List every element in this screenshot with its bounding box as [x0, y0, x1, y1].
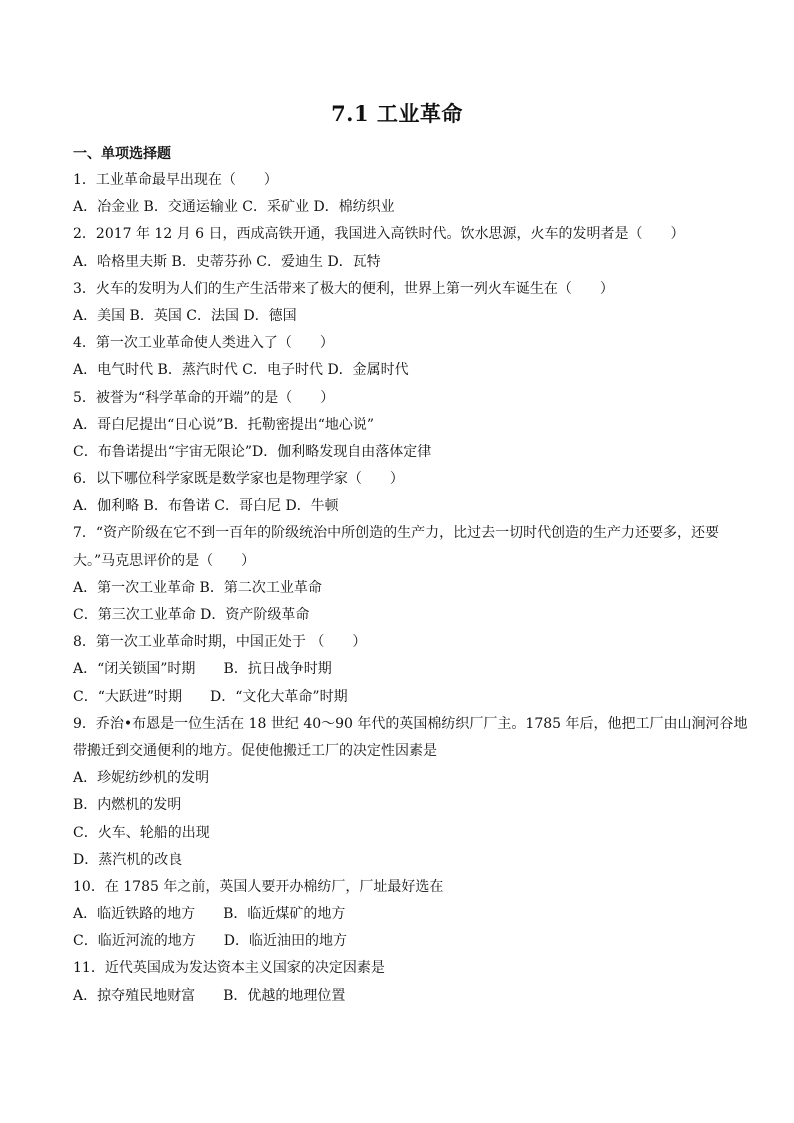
text-segment: 7．“资产阶级在它不到一百年的阶级统治中所创造的生产力，比过去一切时代创造的生产力还要多，还要 — [73, 525, 720, 542]
text-segment: 6．以下哪位科学家既是数学家也是物理学家（ ） — [73, 471, 404, 488]
text-line — [73, 684, 733, 711]
text-segment: A．哈格里夫斯 B．史蒂芬孙 C．爱迪生 D．瓦特 — [73, 253, 381, 270]
text-segment: A．伽利略 B．布鲁诺 C．哥白尼 D．牛顿 — [73, 498, 339, 515]
text-line — [73, 955, 733, 982]
text-line — [73, 575, 733, 602]
text-segment: A．冶金业 B．交通运输业 C．采矿业 D．棉纺织业 — [73, 199, 395, 216]
text-line — [73, 493, 733, 520]
text-segment: A．“闭关锁国”时期 — [73, 661, 196, 678]
page-title: 7.1 工业革命 — [331, 101, 463, 126]
text-segment: 9．乔治•布恩是一位生活在 18 世纪 40～90 年代的英国棉纺织厂厂主。1785 年后，他把工厂由山涧河谷地 — [73, 715, 748, 732]
section-heading: 一、单项选择题 — [73, 146, 171, 162]
text-line — [73, 928, 733, 955]
text-segment: 11．近代英国成为发达资本主义国家的决定因素是 — [73, 960, 385, 977]
text-line — [73, 738, 733, 765]
text-segment: D．“文化大革命”时期 — [210, 688, 348, 705]
text-line — [73, 901, 733, 928]
text-line — [73, 656, 733, 683]
text-line — [73, 221, 733, 248]
text-segment: 2．2017 年 12 月 6 日，西成高铁开通，我国进入高铁时代。饮水思源，火车的发明者是（ ） — [73, 226, 685, 243]
text-line — [73, 548, 733, 575]
text-segment: A．电气时代 B．蒸汽时代 C．电子时代 D．金属时代 — [73, 362, 409, 379]
text-line — [73, 466, 733, 493]
text-segment: 大。”马克思评价的是（ ） — [73, 552, 256, 569]
text-line — [73, 874, 733, 901]
text-segment: 带搬迁到交通便利的地方。促使他搬迁工厂的决定性因素是 — [73, 742, 437, 759]
question-list — [73, 167, 748, 1010]
text-line — [73, 412, 733, 439]
text-segment: B．临近煤矿的地方 — [223, 906, 346, 923]
text-segment: 4．第一次工业革命使人类进入了（ ） — [73, 335, 334, 352]
text-line — [73, 520, 733, 547]
text-segment: 1．工业革命最早出现在（ ） — [73, 172, 278, 188]
text-segment: A．哥白尼提出“日心说”B．托勒密提出“地心说” — [73, 416, 375, 433]
text-segment: A．珍妮纺纱机的发明 — [73, 770, 210, 787]
text-line — [73, 711, 748, 738]
text-segment: 10．在 1785 年之前，英国人要开办棉纺厂，厂址最好选在 — [73, 878, 444, 895]
text-segment: D．蒸汽机的改良 — [73, 851, 183, 868]
text-segment: D．临近油田的地方 — [223, 933, 347, 950]
text-line — [73, 276, 733, 303]
text-line — [73, 439, 733, 466]
text-line — [73, 602, 733, 629]
text-segment: C．火车、轮船的出现 — [73, 824, 210, 841]
text-line — [73, 792, 733, 819]
text-line — [73, 629, 733, 656]
text-segment: C．临近河流的地方 — [73, 933, 196, 950]
text-segment: C．第三次工业革命 D．资产阶级革命 — [73, 607, 310, 623]
text-line — [73, 330, 733, 357]
text-segment: B．抗日战争时期 — [223, 661, 332, 678]
text-segment: B．优越的地理位置 — [223, 987, 346, 1004]
text-segment: A．美国 B．英国 C．法国 D．德国 — [73, 307, 297, 324]
text-line — [73, 194, 733, 221]
text-line — [73, 167, 733, 194]
text-segment: B．内燃机的发明 — [73, 797, 182, 814]
text-line — [73, 249, 733, 276]
text-segment: 3．火车的发明为人们的生产生活带来了极大的便利，世界上第一列火车诞生在（ ） — [73, 280, 614, 297]
text-line — [73, 983, 733, 1010]
text-segment: A．掠夺殖民地财富 — [73, 987, 196, 1004]
text-line — [73, 385, 733, 412]
text-segment: A．第一次工业革命 B．第二次工业革命 — [73, 579, 322, 596]
text-line — [73, 765, 733, 792]
text-line — [73, 820, 733, 847]
text-segment: 5．被誉为“科学革命的开端”的是（ ） — [73, 389, 335, 406]
text-line — [73, 847, 733, 874]
text-segment: C．“大跃进”时期 — [73, 688, 183, 705]
text-line — [73, 357, 733, 384]
text-segment: A．临近铁路的地方 — [73, 906, 196, 923]
text-segment: C．布鲁诺提出“宇宙无限论”D．伽利略发现自由落体定律 — [73, 443, 432, 460]
text-line — [73, 303, 733, 330]
text-segment: 8．第一次工业革命时期，中国正处于 （ ） — [73, 634, 367, 651]
